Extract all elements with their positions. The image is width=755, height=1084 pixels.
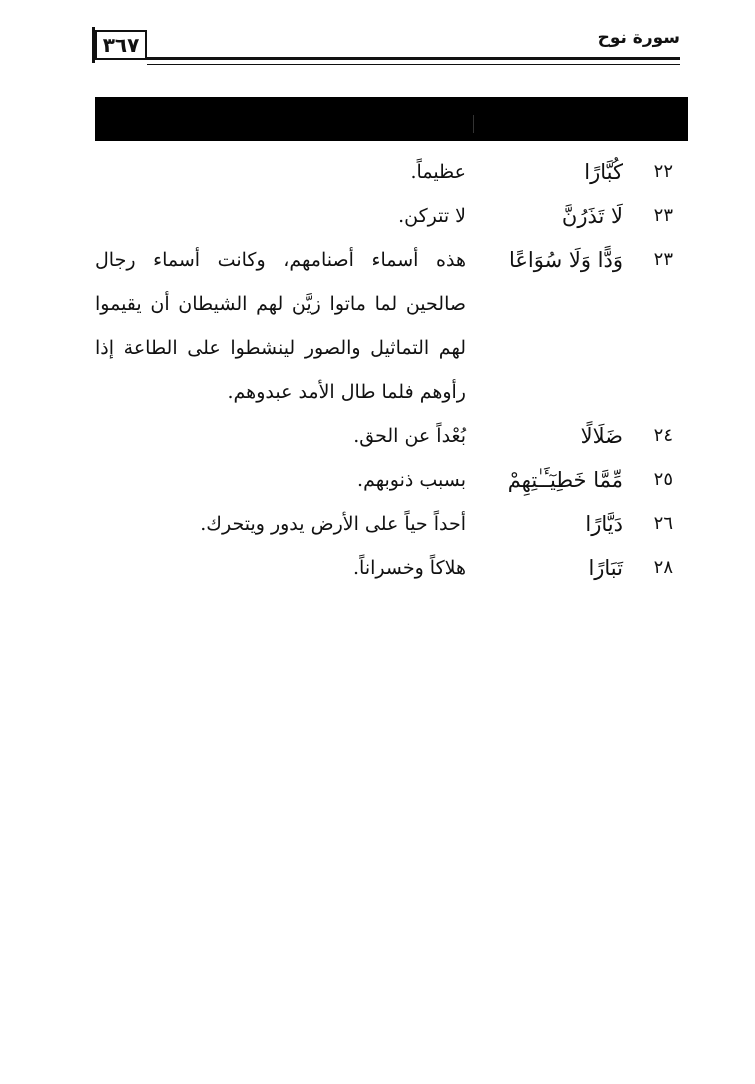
word-meaning: هلاكاً وخسراناً. — [353, 557, 466, 579]
verse-number: ٢٦ — [653, 513, 673, 534]
word-meaning: بُعْداً عن الحق. — [353, 425, 466, 447]
table-header-divider — [473, 115, 474, 133]
glossary-row — [95, 414, 688, 458]
glossary-table — [95, 150, 688, 590]
quran-word: دَيَّارًا — [585, 512, 623, 536]
glossary-row — [95, 458, 688, 502]
verse-number: ٢٤ — [653, 425, 673, 446]
word-meaning: أحداً حياً على الأرض يدور ويتحرك. — [200, 513, 466, 535]
surah-title: سورة نوح — [597, 28, 680, 48]
verse-number: ٢٣ — [653, 249, 673, 270]
quran-word: كُبَّارًا — [584, 160, 623, 184]
verse-number: ٢٨ — [653, 557, 673, 578]
verse-number: ٢٢ — [653, 161, 673, 182]
quran-word: ضَلَالًا — [580, 424, 623, 448]
quran-word: وَدًّا وَلَا سُوَاعًا — [508, 248, 623, 272]
word-meaning: هذه أسماء أصنامهم، وكانت أسماء رجال صالحين لما ماتوا زيَّن لهم الشيطان أن يقيموا لهم التماثيل والصور لينشطوا على الطاعة إذا رأوهم فلما طال الأمد عبدوهم. — [95, 249, 466, 403]
glossary-row — [95, 546, 688, 590]
verse-number: ٢٣ — [653, 205, 673, 226]
glossary-row — [95, 502, 688, 546]
word-meaning: بسبب ذنوبهم. — [357, 469, 466, 491]
verse-number: ٢٥ — [653, 469, 673, 490]
header-rule-thin — [147, 64, 680, 65]
word-meaning: عظيماً. — [410, 161, 466, 183]
header-rule-thick — [147, 57, 680, 60]
table-header-bar — [95, 97, 688, 141]
word-meaning: لا تتركن. — [398, 205, 466, 227]
glossary-row — [95, 238, 688, 414]
glossary-row — [95, 150, 688, 194]
quran-word: تَبَارًا — [588, 556, 623, 580]
glossary-row — [95, 194, 688, 238]
quran-word: لَا تَذَرُنَّ — [561, 204, 623, 228]
page-number: ٣٦٧ — [95, 30, 147, 60]
quran-word: مِّمَّا خَطِيٓـَٔـٰتِهِمْ — [507, 468, 623, 492]
